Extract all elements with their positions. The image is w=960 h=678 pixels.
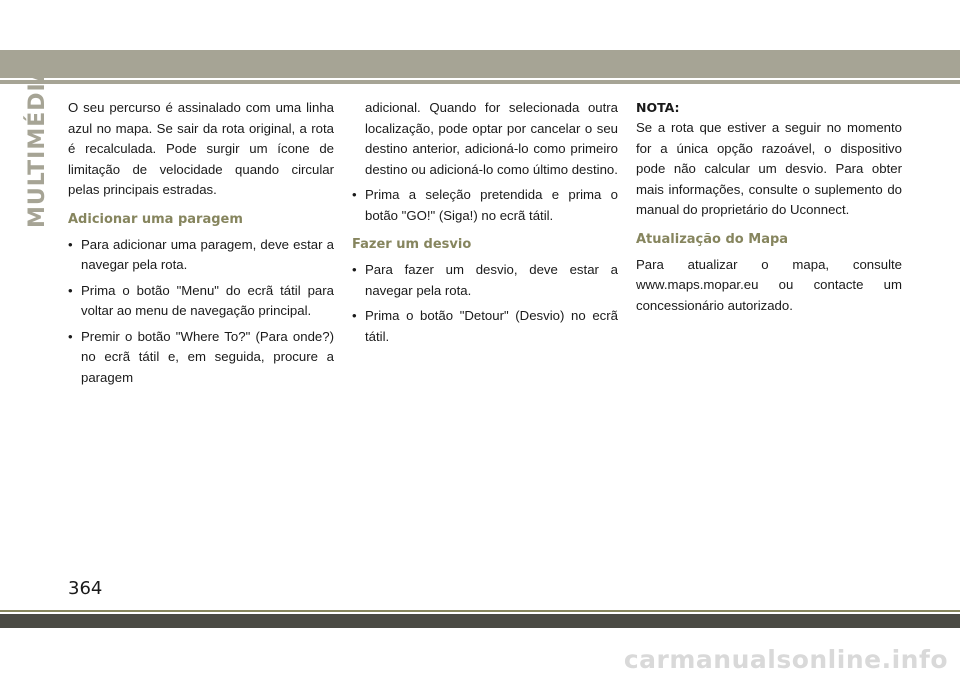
detour-list	[352, 260, 618, 347]
footer-rule	[0, 610, 960, 612]
column-3	[636, 98, 902, 316]
intro-paragraph: O seu percurso é assinalado com uma linha azul no mapa. Se sair da rota original, a rota é recalculada. Pode surgir um ícone de limitação de velocidade quando circular pelas principais estradas.	[68, 100, 334, 197]
select-list	[352, 185, 618, 226]
heading-map-update: Atualização do Mapa	[636, 231, 789, 247]
add-stop-list	[68, 235, 334, 389]
heading-detour: Fazer um desvio	[352, 237, 472, 252]
note-label: NOTA:	[636, 100, 680, 115]
list-item: • Prima o botão "Menu" do ecrã tátil para voltar ao menu de navegação principal.	[68, 281, 334, 322]
column-2	[352, 98, 618, 352]
header-band	[0, 50, 960, 78]
watermark: carmanualsonline.info	[623, 645, 948, 674]
continuation-paragraph: adicional. Quando for selecionada outra localização, pode optar por cancelar o seu destino anterior, adicioná-lo como primeiro destino ou adicioná-lo como último destino.	[365, 100, 618, 177]
footer-band	[0, 614, 960, 628]
header-rule	[0, 80, 960, 84]
list-item: • Para adicionar uma paragem, deve estar a navegar pela rota.	[68, 235, 334, 276]
column-1	[68, 98, 334, 393]
list-item: • Para fazer um desvio, deve estar a navegar pela rota.	[352, 260, 618, 301]
map-update-text: Para atualizar o mapa, consulte www.maps.mopar.eu ou contacte um concessionário autorizado.	[636, 256, 902, 313]
page-number: 364	[68, 578, 103, 599]
note-text: Se a rota que estiver a seguir no momento for a única opção razoável, o dispositivo pode não calcular um desvio. Para obter mais informações, consulte o suplemento do manual do proprietário do Uconnect.	[636, 120, 902, 217]
section-side-label: MULTIMÉDIA	[25, 64, 50, 228]
list-item: • Prima a seleção pretendida e prima o botão "GO!" (Siga!) no ecrã tátil.	[352, 185, 618, 226]
heading-add-stop: Adicionar uma paragem	[68, 211, 243, 227]
list-item: • Prima o botão "Detour" (Desvio) no ecrã tátil.	[352, 306, 618, 347]
list-item: • Premir o botão "Where To?" (Para onde?) no ecrã tátil e, em seguida, procure a paragem	[68, 327, 334, 389]
